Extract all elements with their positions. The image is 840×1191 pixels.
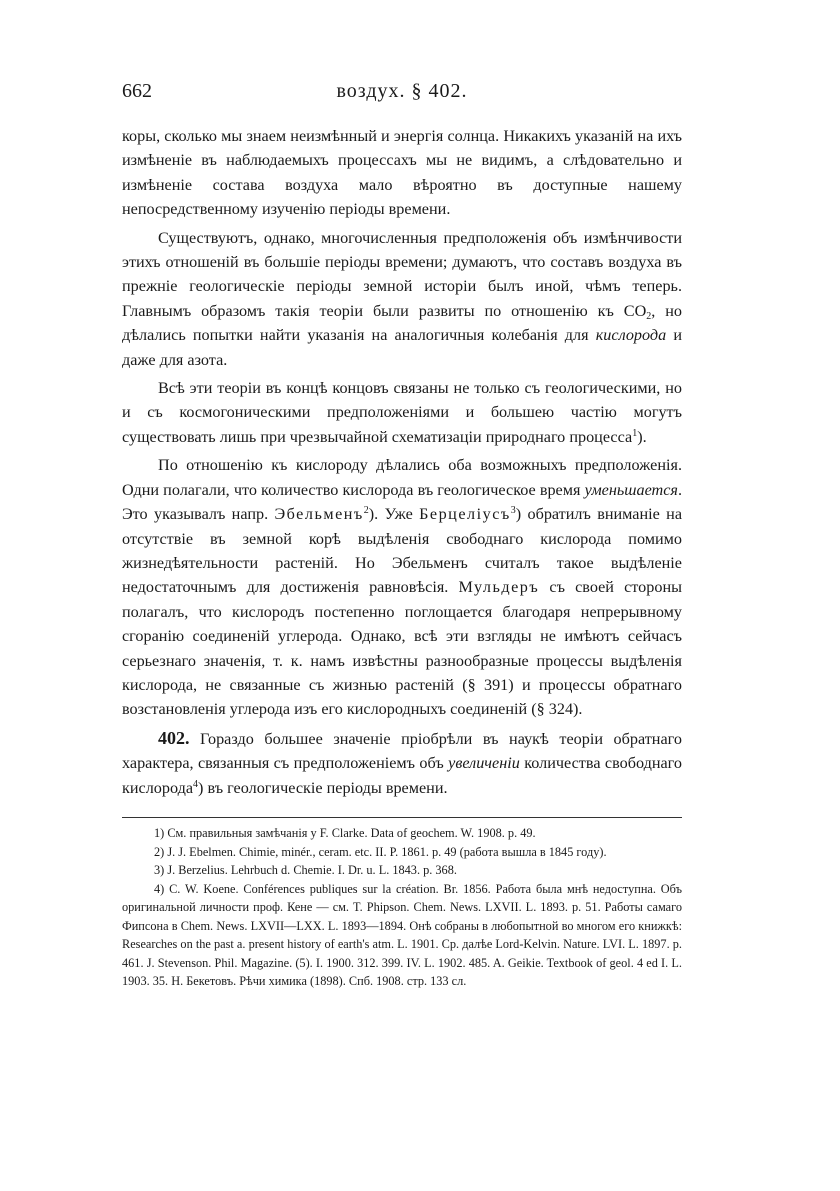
footnotes — [122, 824, 682, 991]
section-number: 402. — [158, 727, 190, 748]
text-run: Гораздо большее значеніе пріобрѣли въ наукѣ теоріи обратнаго характера, связанныя съ предположеніемъ объ — [122, 729, 682, 773]
text-run: съ своей стороны полагалъ, что кислородъ постепенно поглощается благодаря непрерывному сгоранію соединеній углерода. Однако, всѣ эти взгляды не имѣютъ сейчасъ серьезнаго значенія, т. к. намъ извѣстны разнообразные процессы выдѣленія кислорода, не связанные съ жизнью растеній (§ 391) и процессы обратнаго возстановленія углерода изъ его кислородныхъ соединеній (§ 324). — [122, 578, 682, 719]
footnote-ref[interactable]: 1 — [632, 427, 638, 439]
text-run: . Это указывалъ напр. — [122, 480, 682, 524]
footnote-divider — [122, 817, 682, 818]
emphasis: увеличеніи — [448, 754, 520, 773]
author-name: Эбельменъ — [274, 505, 364, 524]
footnote-1: 1) См. правильныя замѣчанія у F. Clarke. Data of geochem. W. 1908. p. 49. — [154, 826, 536, 840]
text-run: Существуютъ, однако, многочисленныя предположенія объ измѣнчивости этихъ отношеній въ большіе періоды времени; думаютъ, что составъ воздуха въ прежніе геологическіе періоды земной исторіи былъ иной, чѣмъ теперь. Главнымъ образомъ такія теоріи были развиты по отношенію къ CO — [122, 228, 682, 320]
text-run: и даже для азота. — [122, 326, 682, 369]
paragraph — [122, 226, 682, 372]
text-run: , но дѣлались попытки найти указанія на аналогичныя колебанія для — [122, 301, 682, 345]
footnote-3: 3) J. Berzelius. Lehrbuch d. Chemie. I. Dr. u. L. 1843. p. 368. — [154, 863, 457, 877]
text-run: количества свободнаго кислорода — [122, 754, 682, 797]
paragraph — [122, 376, 682, 449]
footnote-ref[interactable]: 3 — [510, 505, 516, 517]
main-text — [122, 124, 682, 804]
author-name: Берцеліусъ — [419, 505, 511, 524]
running-head: воздух. § 402. — [336, 80, 468, 102]
footnote-ref[interactable]: 4 — [193, 778, 199, 790]
footnote-ref[interactable]: 2 — [363, 505, 369, 517]
text-run: Всѣ эти теоріи въ концѣ концовъ связаны не только съ геологическими, но и съ космогоническими предположеніями и большею частію могутъ существовать лишь при чрезвычайной схематизаціи природнаго процесса — [122, 379, 682, 446]
text-run: ). — [637, 427, 647, 446]
footnote-4: 4) C. W. Koene. Conférences publiques sur la création. Br. 1856. Работа была мнѣ недоступна. Объ оригинальной личности проф. Кене — см. T. Phipson. Chem. News. LXVII. L. 1893. p. 51. Работы самаго Фипсона в Chem. News. LXVII—LXX. L. 1893—1894. Онѣ собраны в любопытной во многом его книжкѣ: Researches on the past a. present history of earth's atm. L. 1901. Ср. далѣе Lord-Kelvin. Nature. LVI. L. 1897. p. 461. J. Stevenson. Phil. Magazine. (5). I. 1900. 312. 399. IV. L. 1902. 485. A. Geikie. Textbook of geol. 4 ed I. L. 1903. 35. H. Бекетовъ. Рѣчи химика (1898). Спб. 1908. стр. 133 сл. — [122, 881, 682, 988]
paragraph — [122, 453, 682, 721]
author-name: Мульдеръ — [458, 578, 540, 597]
section-paragraph — [122, 726, 682, 800]
text-run: ) въ геологическіе періоды времени. — [198, 778, 448, 797]
page-number: 662 — [122, 80, 152, 102]
text-run: ) обратилъ вниманіе на отсутствіе въ земной корѣ выдѣленія свободнаго кислорода помимо жизнедѣятельности растеній. Но Эбельменъ считалъ такое выдѣленіе недостаточнымъ для достиженія равновѣсія. — [122, 505, 683, 597]
emphasis: уменьшается — [584, 480, 678, 499]
footnote-2: 2) J. J. Ebelmen. Chimie, minér., ceram. etc. II. P. 1861. p. 49 (работа вышла в 1845 году). — [154, 844, 607, 859]
subscript: 2 — [646, 310, 652, 322]
paragraph: коры, сколько мы знаем неизмѣнный и энергія солнца. Никакихъ указаній на ихъ измѣненіе въ наблюдаемыхъ процессахъ мы не видимъ, а слѣдовательно и измѣненіе состава воздуха мало вѣроятно въ доступные нашему непосредственному изученію періоды времени. — [122, 127, 682, 219]
page-header — [122, 80, 682, 108]
emphasis: кислорода — [595, 326, 667, 345]
text-run: По отношенію къ кислороду дѣлались оба возможныхъ предположенія. Одни полагали, что количество кислорода въ геологическое время — [122, 456, 682, 499]
text-run: ). Уже — [368, 505, 420, 524]
